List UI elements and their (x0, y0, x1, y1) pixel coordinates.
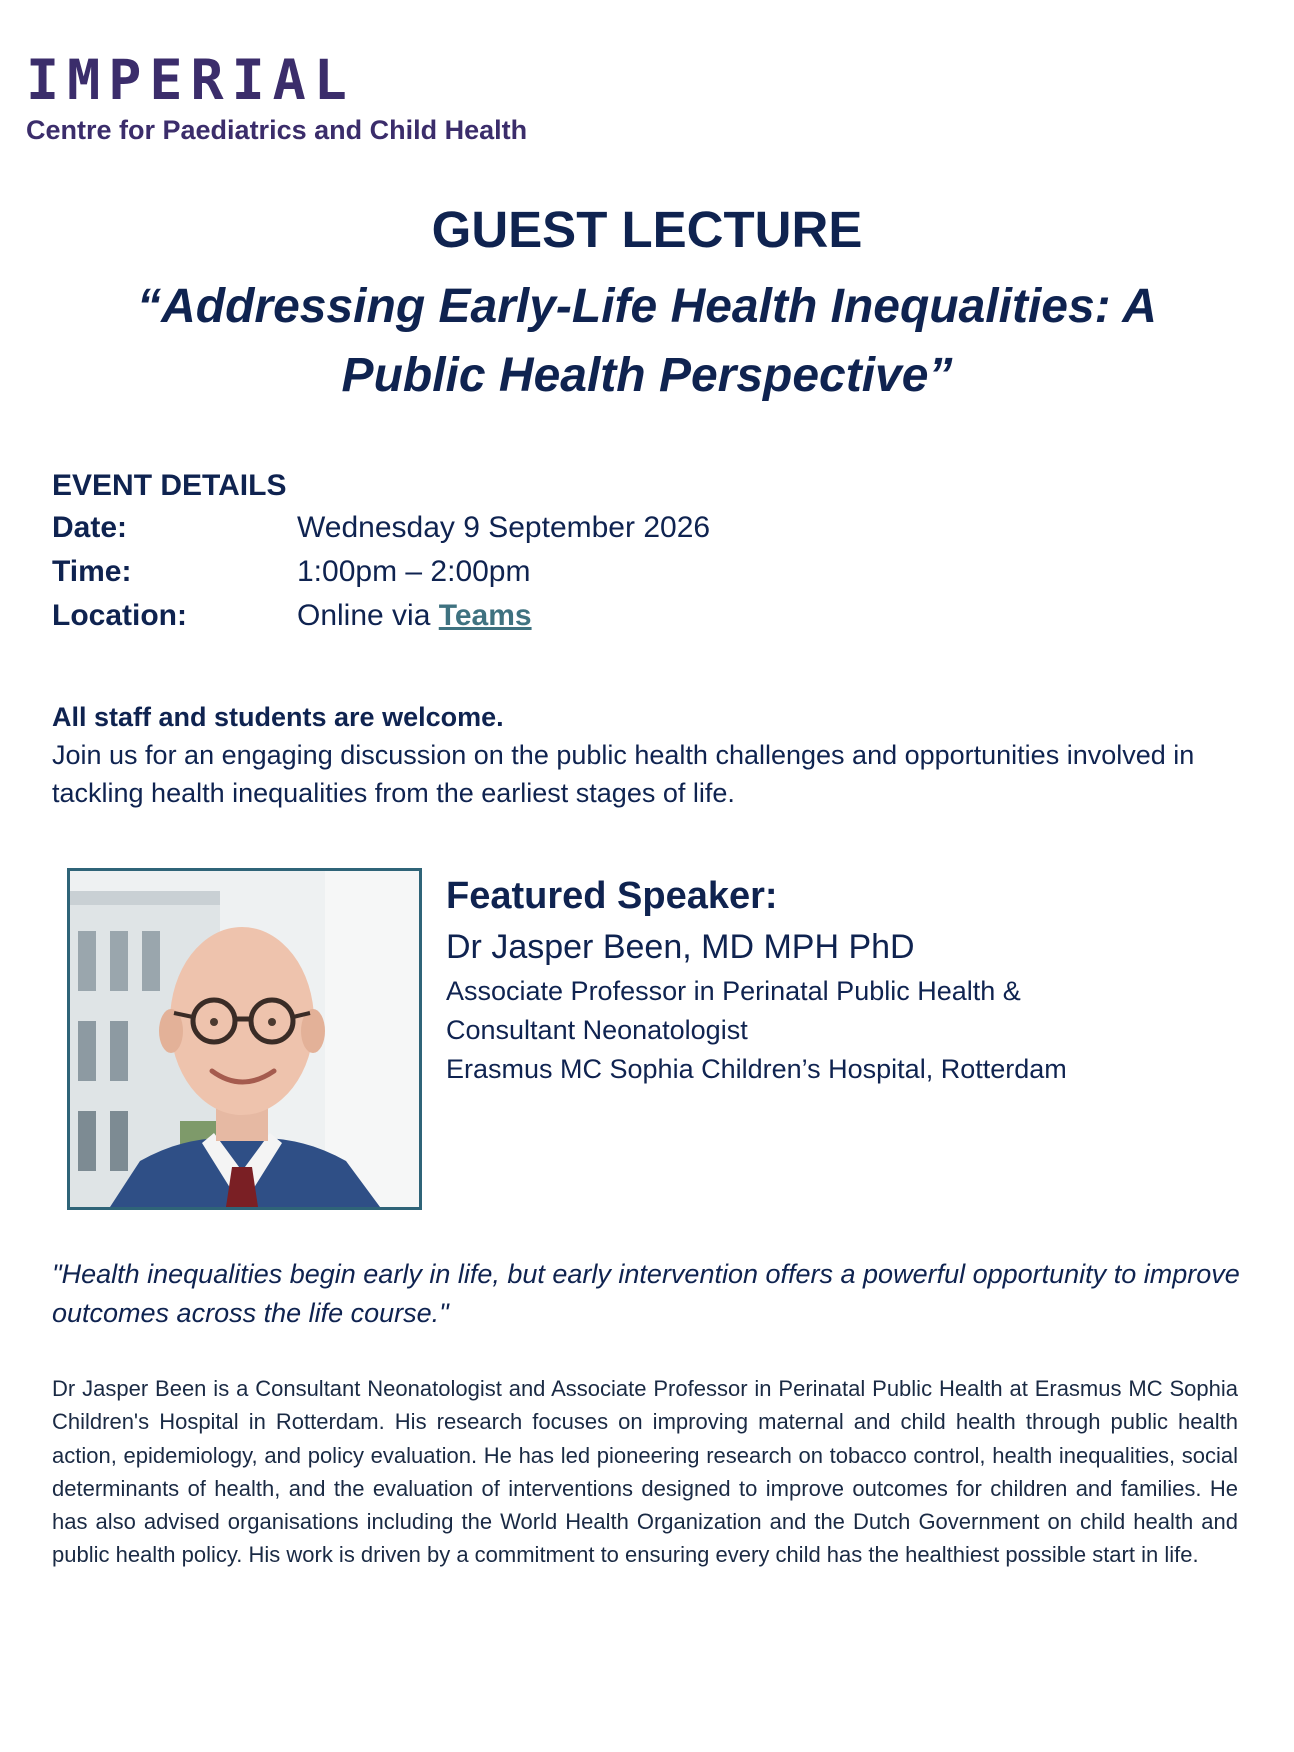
lecture-title (40, 272, 1254, 410)
location-row (52, 594, 952, 638)
logo-subtitle: Centre for Paediatrics and Child Health (26, 115, 528, 145)
logo-wordmark: IMPERIAL (26, 48, 355, 112)
date-row (52, 506, 952, 550)
location-value (297, 599, 532, 633)
lecture-title-line-1: “Addressing Early-Life Health Inequalities: A (137, 280, 1157, 333)
featured-speaker (446, 870, 1246, 1089)
time-label: Time: (52, 555, 132, 588)
date-value: Wednesday 9 September 2026 (297, 511, 711, 544)
speaker-affiliation: Erasmus MC Sophia Children’s Hospital, Rotterdam (446, 1054, 1067, 1084)
speaker-photo (67, 868, 422, 1210)
intro-text: Join us for an engaging discussion on the public health challenges and opportunities involved in tackling health inequalities from the earliest stages of life. (52, 740, 1195, 808)
speaker-role-line-2: Consultant Neonatologist (446, 1015, 748, 1045)
time-value: 1:00pm – 2:00pm (297, 555, 531, 588)
event-details (52, 466, 952, 638)
teams-link[interactable]: Teams (438, 599, 532, 632)
location-label: Location: (52, 599, 187, 632)
speaker-role-line-1: Associate Professor in Perinatal Public Health & (446, 976, 1021, 1006)
event-details-title: EVENT DETAILS (52, 469, 287, 502)
welcome-text: All staff and students are welcome. (52, 702, 504, 732)
date-label: Date: (52, 511, 128, 544)
speaker-quote: "Health inequalities begin early in life, but early intervention offers a powerful opportunity to improve outcomes across the life course." (52, 1259, 1240, 1328)
speaker-portrait-illustration (70, 871, 419, 1207)
time-row (52, 550, 952, 594)
location-prefix: Online via (297, 599, 439, 632)
speaker-name: Dr Jasper Been, MD MPH PhD (446, 928, 915, 966)
speaker-bio: Dr Jasper Been is a Consultant Neonatologist and Associate Professor in Perinatal Public Health at Erasmus MC Sophia Children's Hospital in Rotterdam. His research focuses on improving maternal and child health through public health action, epidemiology, and policy evaluation. He has led pioneering research on tobacco control, health inequalities, social determinants of health, and the evaluation of interventions designed to improve outcomes for children and families. He has also advised organisations including the World Health Organization and the Dutch Government on child health and public health policy. His work is driven by a commitment to ensuring every child has the healthiest possible start in life. (52, 1376, 1238, 1568)
lecture-title-line-2: Public Health Perspective” (341, 349, 953, 402)
page-heading: GUEST LECTURE (431, 201, 863, 258)
speaker-heading: Featured Speaker: (446, 875, 778, 917)
